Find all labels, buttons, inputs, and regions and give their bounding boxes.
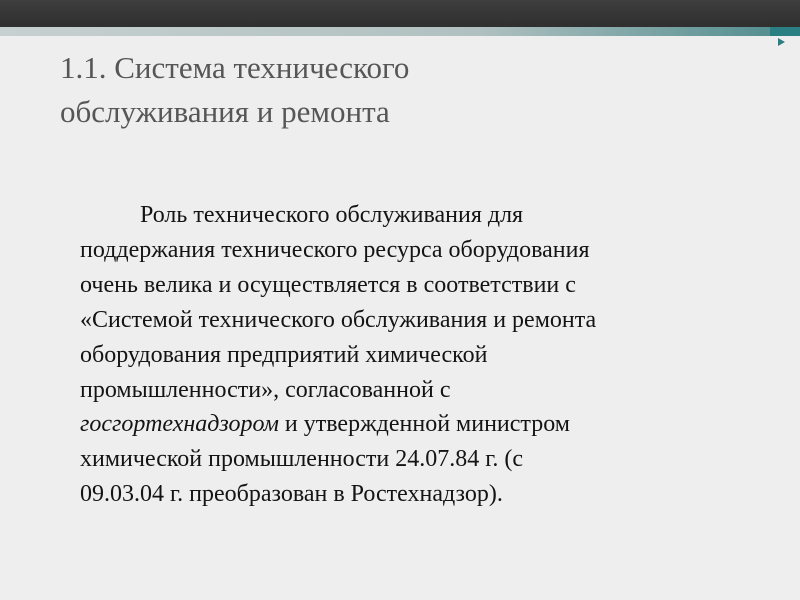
body-line: «Системой технического обслуживания и ремонта [80, 306, 597, 333]
slide-title-line: обслуживания и ремонта [60, 94, 390, 129]
body-line: поддержания технического ресурса оборудования [80, 236, 590, 263]
body-line: 09.03.04 г. преобразован в Ростехнадзор). [80, 481, 503, 508]
body-line [80, 407, 780, 442]
slide-title [60, 46, 660, 134]
body-line: промышленности», согласованной с [80, 376, 451, 403]
top-stripe [0, 27, 800, 36]
slide-body [80, 198, 780, 512]
triangle-marker-icon [778, 38, 785, 46]
body-line: оборудования предприятий химической [80, 341, 488, 368]
italic-term: госгортехнадзором [80, 411, 279, 438]
accent-block [770, 27, 800, 36]
top-bar [0, 0, 800, 27]
body-line: Роль технического обслуживания для [140, 202, 524, 228]
body-line: очень велика и осуществляется в соответствии с [80, 271, 576, 298]
body-line-rest: и утвержденной министром [278, 411, 570, 438]
slide-title-line: 1.1. Система технического [60, 50, 410, 85]
body-line: химической промышленности 24.07.84 г. (с [80, 446, 523, 473]
